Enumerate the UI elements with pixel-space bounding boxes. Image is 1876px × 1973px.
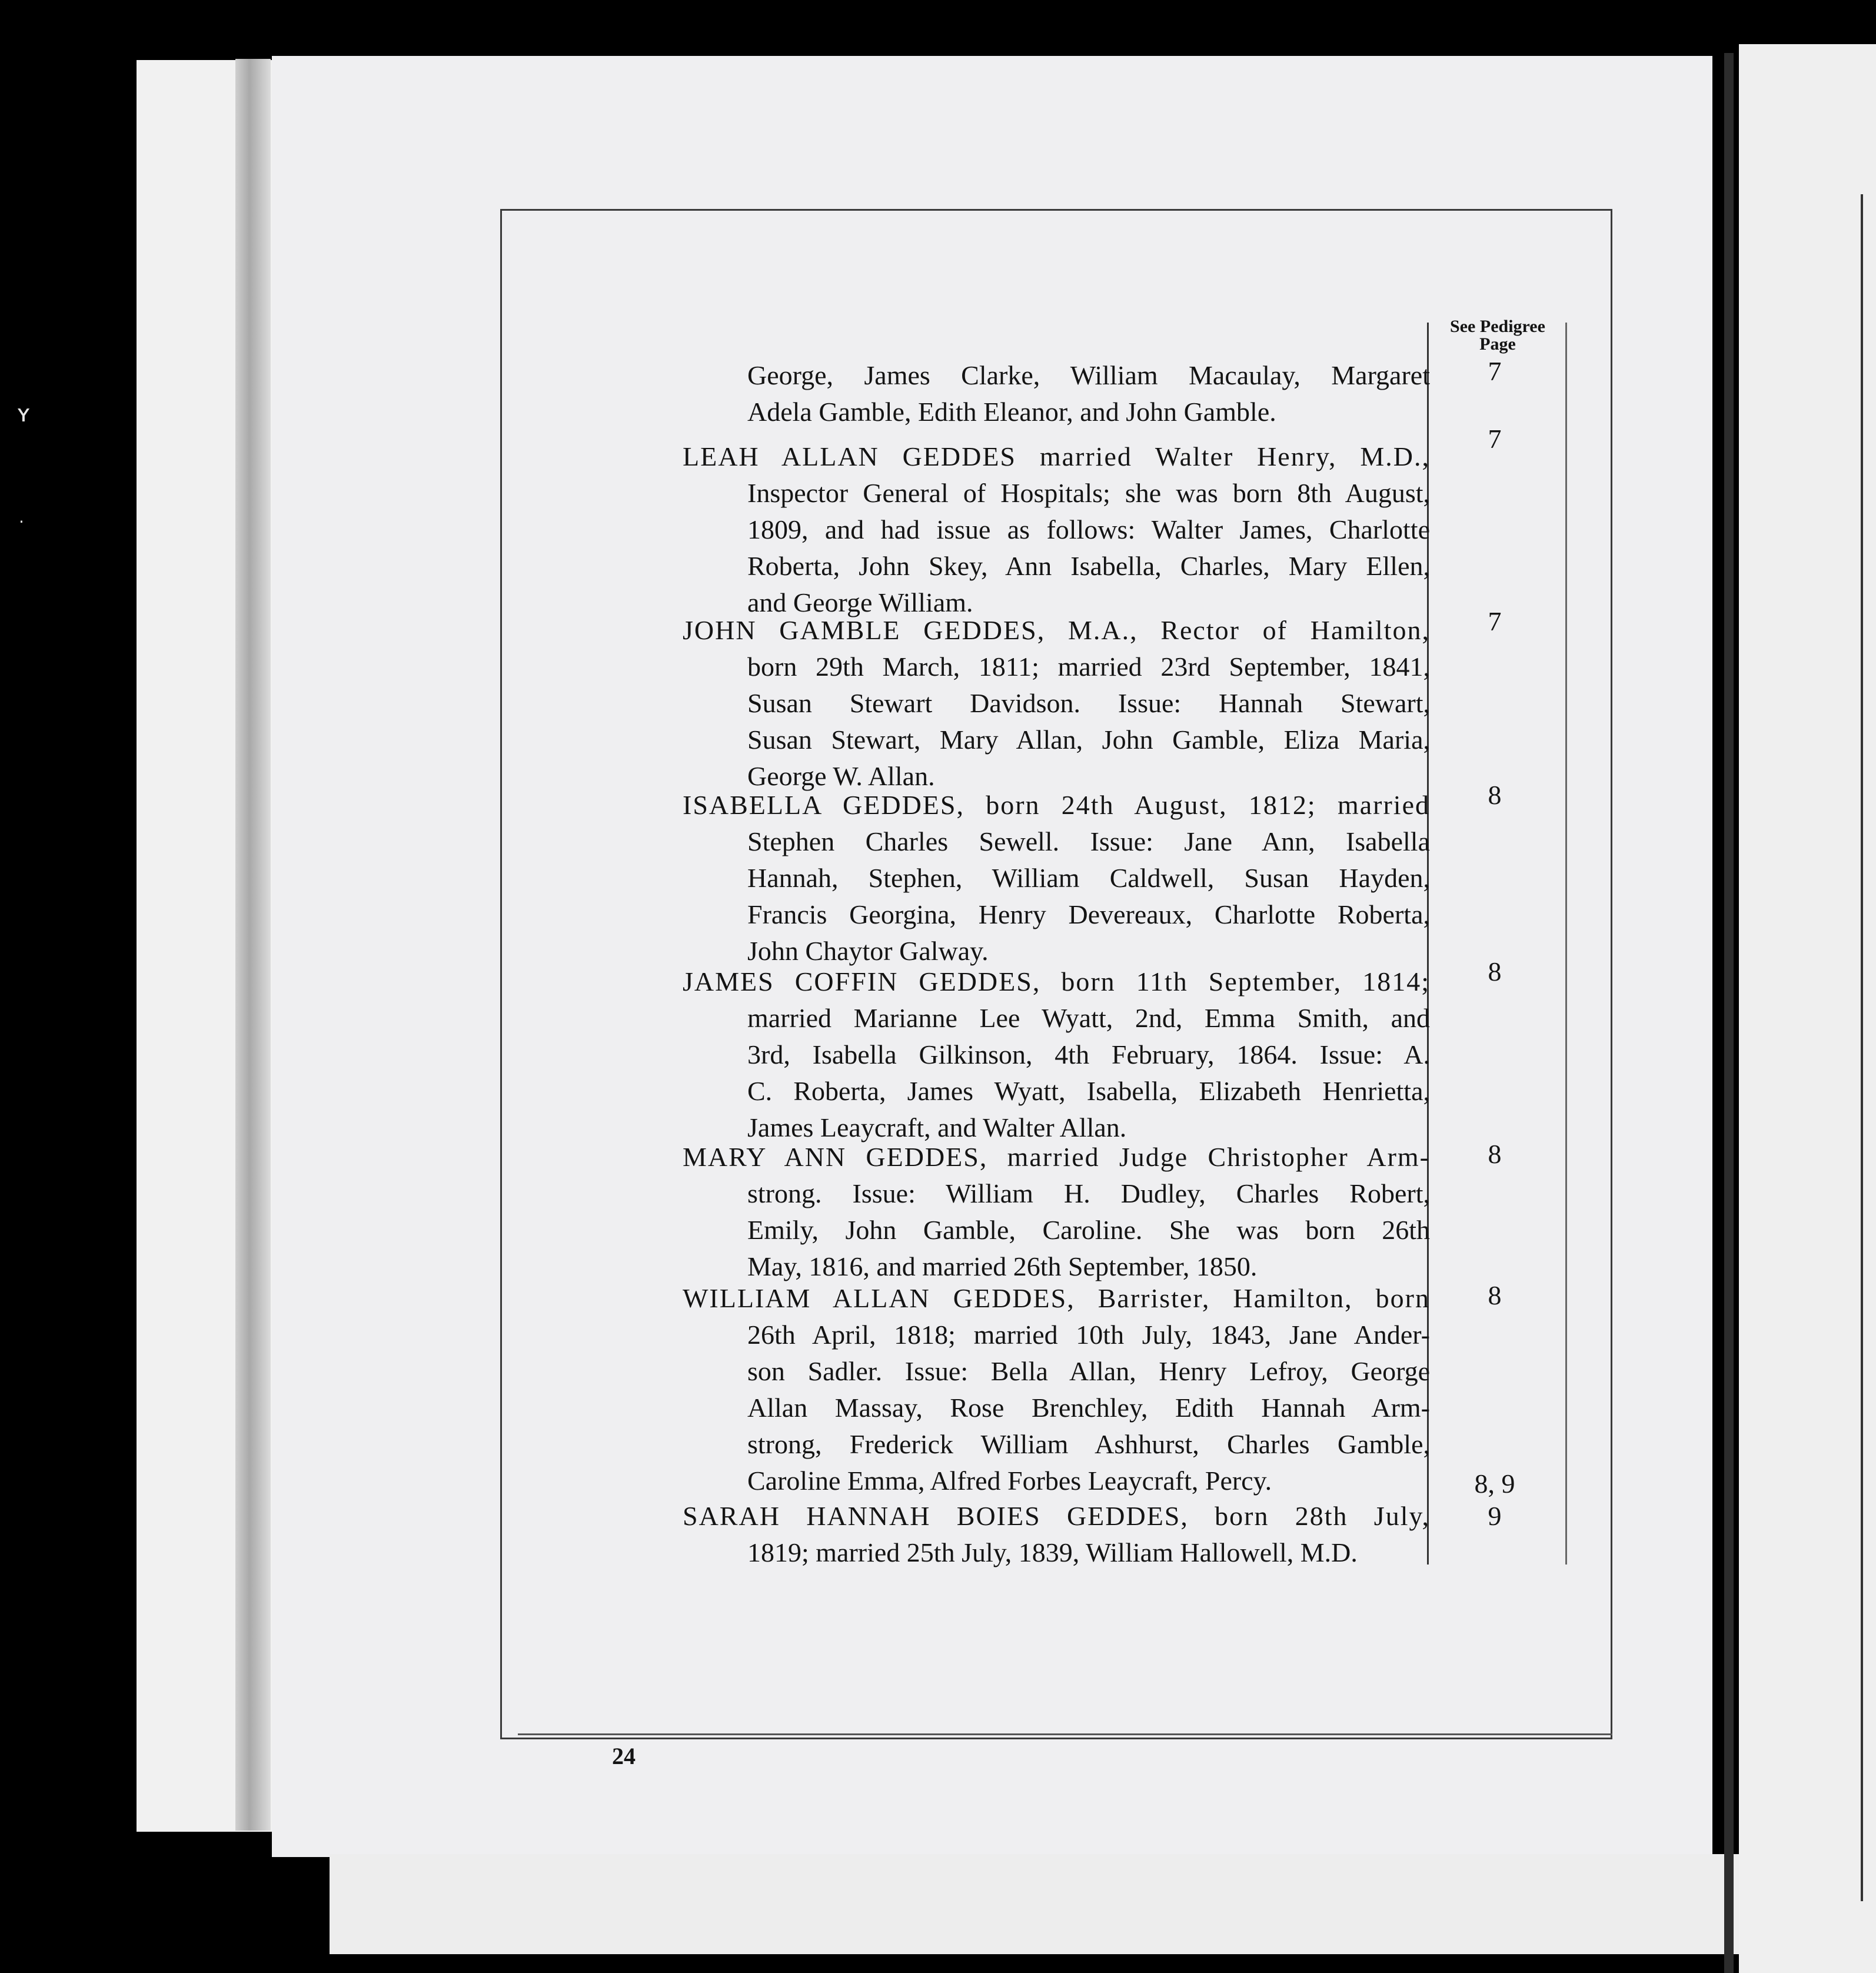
entry-line: Francis Georgina, Henry Devereaux, Charlotte Roberta, xyxy=(747,899,1430,929)
entry-line: Emily, John Gamble, Caroline. She was born 26th xyxy=(747,1215,1430,1245)
right-page-edge xyxy=(1739,44,1876,1973)
entry-line: MARY ANN GEDDES, married Judge Christopher Arm- xyxy=(683,1142,1430,1172)
entry-line: Susan Stewart Davidson. Issue: Hannah Stewart, xyxy=(747,688,1430,718)
entry-line: JAMES COFFIN GEDDES, born 11th September, 1814; xyxy=(683,966,1430,997)
entry-0 xyxy=(683,357,1430,430)
pedigree-ref: 9 xyxy=(1488,1501,1502,1531)
entry-line: LEAH ALLAN GEDDES married Walter Henry, M.D., xyxy=(683,441,1430,471)
entry-line: 3rd, Isabella Gilkinson, 4th February, 1864. Issue: A. xyxy=(747,1039,1430,1069)
entry-1 xyxy=(683,439,1430,621)
entry-line: John Chaytor Galway. xyxy=(747,936,989,966)
entry-line: 1819; married 25th July, 1839, William Hallowell, M.D. xyxy=(747,1537,1358,1567)
entry-line: Allan Massay, Rose Brenchley, Edith Hannah Arm- xyxy=(747,1393,1430,1423)
entry-line: C. Roberta, James Wyatt, Isabella, Elizabeth Henrietta, xyxy=(747,1076,1430,1106)
entry-line: George, James Clarke, William Macaulay, Margaret xyxy=(747,360,1430,390)
entry-line: SARAH HANNAH BOIES GEDDES, born 28th July, xyxy=(683,1501,1430,1531)
reference-header-line-2: Page xyxy=(1479,334,1516,354)
page-frame-bottom-rule xyxy=(518,1733,1612,1735)
entry-line: Adela Gamble, Edith Eleanor, and John Gamble. xyxy=(747,397,1276,427)
pedigree-ref: 7 xyxy=(1488,424,1502,454)
entry-line: Hannah, Stephen, William Caldwell, Susan Hayden, xyxy=(747,863,1430,893)
pedigree-ref: 8 xyxy=(1488,780,1502,810)
pedigree-ref: 8 xyxy=(1488,1139,1502,1169)
pedigree-ref: 7 xyxy=(1488,606,1502,636)
entry-line: WILLIAM ALLAN GEDDES, Barrister, Hamilton, born xyxy=(683,1283,1430,1313)
entry-6 xyxy=(683,1280,1430,1499)
page-sheet-bottom xyxy=(330,1854,1742,1954)
entry-5 xyxy=(683,1139,1430,1285)
book-gutter xyxy=(1724,53,1734,1973)
entry-3 xyxy=(683,787,1430,969)
entry-line: Roberta, John Skey, Ann Isabella, Charles, Mary Ellen, xyxy=(747,551,1430,581)
film-mark-2: ⋅ xyxy=(19,512,24,532)
entry-line: May, 1816, and married 26th September, 1850. xyxy=(747,1251,1258,1281)
entry-line: and George William. xyxy=(747,587,973,617)
entry-line: married Marianne Lee Wyatt, 2nd, Emma Smith, and xyxy=(747,1003,1430,1033)
entry-line: James Leaycraft, and Walter Allan. xyxy=(747,1112,1127,1142)
right-page-rule xyxy=(1861,194,1863,1901)
entry-line: son Sadler. Issue: Bella Allan, Henry Lefroy, George xyxy=(747,1356,1430,1386)
entry-line: JOHN GAMBLE GEDDES, M.A., Rector of Hamilton, xyxy=(683,615,1430,645)
binding-shadow xyxy=(235,59,271,1831)
entry-line: 26th April, 1818; married 10th July, 1843, Jane Ander- xyxy=(747,1320,1430,1350)
pedigree-ref: 7 xyxy=(1488,356,1502,386)
entry-line: strong, Frederick William Ashhurst, Charles Gamble, xyxy=(747,1429,1430,1459)
page-number: 24 xyxy=(612,1743,636,1769)
film-mark-1: ʏ xyxy=(16,400,31,427)
entry-line: Susan Stewart, Mary Allan, John Gamble, Eliza Maria, xyxy=(747,725,1430,755)
entry-line: Stephen Charles Sewell. Issue: Jane Ann, Isabella xyxy=(747,826,1430,856)
entry-line: born 29th March, 1811; married 23rd September, 1841, xyxy=(747,652,1430,682)
entry-line: Caroline Emma, Alfred Forbes Leaycraft, Percy. xyxy=(747,1466,1272,1496)
reference-column-right-rule xyxy=(1565,323,1567,1565)
pedigree-ref: 8 xyxy=(1488,956,1502,987)
entry-line: Inspector General of Hospitals; she was born 8th August, xyxy=(747,478,1430,508)
entry-line: strong. Issue: William H. Dudley, Charles Robert, xyxy=(747,1178,1430,1208)
entry-4 xyxy=(683,964,1430,1146)
entry-7 xyxy=(683,1498,1430,1571)
entry-line: 1809, and had issue as follows: Walter James, Charlotte xyxy=(747,514,1430,544)
pedigree-ref: 8, 9 xyxy=(1474,1469,1515,1499)
pedigree-ref: 8 xyxy=(1488,1280,1502,1310)
entry-line: George W. Allan. xyxy=(747,761,935,791)
reference-column-header xyxy=(1427,318,1568,353)
entry-2 xyxy=(683,612,1430,795)
reference-header-line-1: See Pedigree xyxy=(1450,317,1545,336)
entry-line: ISABELLA GEDDES, born 24th August, 1812; married xyxy=(683,790,1430,820)
